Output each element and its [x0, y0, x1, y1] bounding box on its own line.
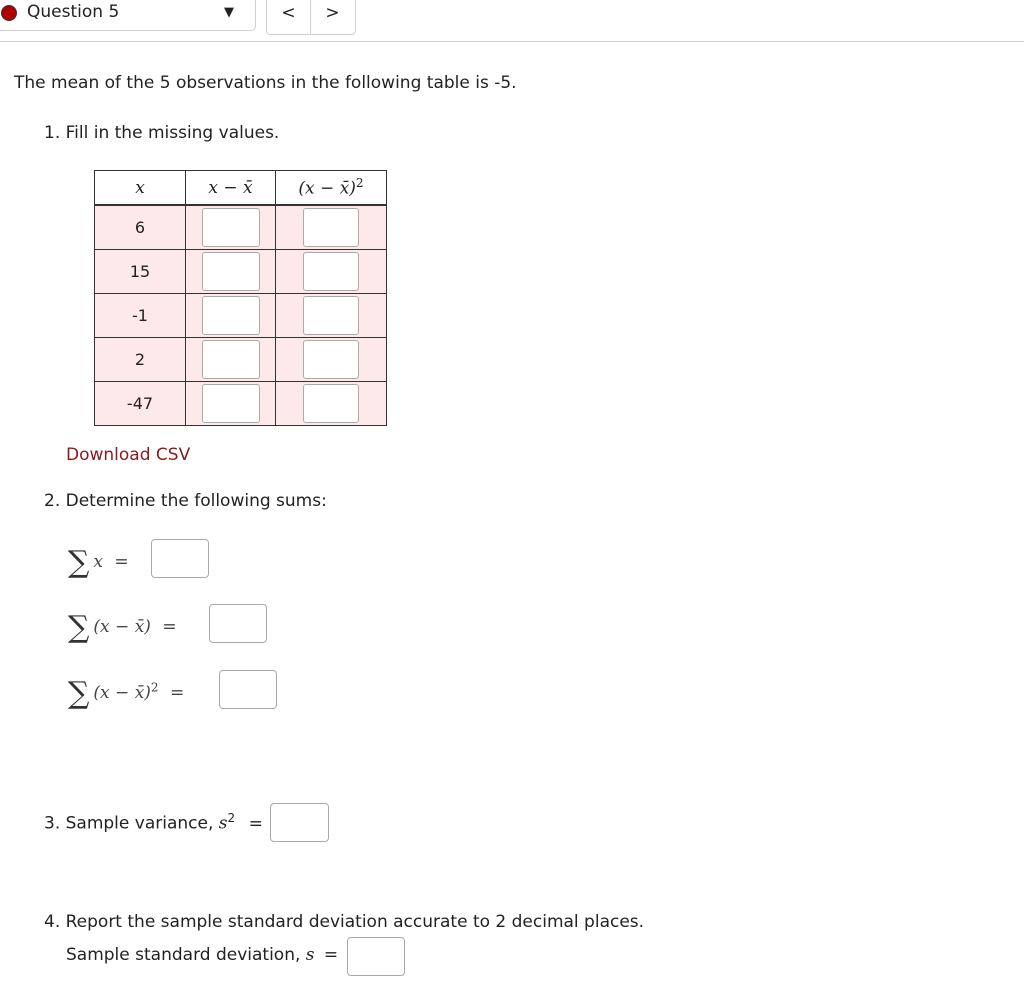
question-nav-bar	[0, 0, 1024, 42]
deviation-input[interactable]	[202, 252, 260, 291]
part1-label: 1. Fill in the missing values.	[44, 123, 280, 143]
squared-deviation-input[interactable]	[303, 340, 359, 379]
status-dot-icon	[1, 5, 17, 21]
sigma-icon: ∑	[68, 545, 90, 580]
table-row	[95, 382, 387, 426]
question-label: Question 5	[27, 2, 120, 22]
sum-squared-deviation-row: ∑ (x − x̄)$^2$ =	[68, 676, 185, 711]
x-value: 6	[134, 218, 146, 237]
sample-variance-input[interactable]	[270, 803, 329, 842]
squared-deviation-input[interactable]	[303, 296, 359, 335]
caret-down-icon: ▼	[224, 5, 234, 20]
table-row	[95, 338, 387, 382]
question-intro: The mean of the 5 observations in the following table is -5.	[14, 73, 517, 93]
question-pager	[266, 0, 356, 35]
std-dev-label: Sample standard deviation, s =	[66, 945, 339, 965]
deviation-input[interactable]	[202, 340, 260, 379]
header-squared-deviation: (x − x̄)$^2$	[276, 171, 387, 206]
x-value: 2	[134, 350, 146, 369]
x-value: -1	[132, 306, 148, 325]
table-row	[95, 294, 387, 338]
deviation-input[interactable]	[202, 384, 260, 423]
sum-deviation-input[interactable]	[209, 604, 267, 643]
part3-label: 3. Sample variance, $s^2$ =	[44, 811, 263, 834]
next-question-button[interactable]: >	[325, 3, 340, 23]
part2-label: 2. Determine the following sums:	[44, 491, 327, 511]
sum-squared-deviation-input[interactable]	[219, 670, 277, 709]
part4-label: 4. Report the sample standard deviation accurate to 2 decimal places.	[44, 912, 645, 932]
squared-deviation-input[interactable]	[303, 252, 359, 291]
sigma-icon: ∑	[68, 610, 90, 645]
header-x: x	[95, 171, 186, 206]
observations-table	[94, 170, 387, 426]
deviation-input[interactable]	[202, 208, 260, 247]
table-row	[95, 205, 387, 250]
sum-deviation-row: ∑ (x − x̄) =	[68, 610, 177, 645]
sample-std-dev-input[interactable]	[347, 937, 405, 976]
table-header-row	[95, 171, 387, 206]
sum-x-row: ∑ x =	[68, 545, 129, 580]
squared-deviation-input[interactable]	[303, 208, 359, 247]
squared-deviation-input[interactable]	[303, 384, 359, 423]
sigma-icon: ∑	[68, 676, 90, 711]
question-selector[interactable]	[0, 0, 256, 31]
header-divider	[0, 41, 1024, 42]
x-value: 15	[129, 262, 151, 281]
x-value: -47	[126, 394, 154, 413]
header-deviation: x − x̄	[186, 171, 276, 206]
sum-x-input[interactable]	[151, 539, 209, 578]
download-csv-link[interactable]: Download CSV	[66, 445, 191, 465]
previous-question-button[interactable]: <	[267, 0, 311, 34]
deviation-input[interactable]	[202, 296, 260, 335]
table-row	[95, 250, 387, 294]
